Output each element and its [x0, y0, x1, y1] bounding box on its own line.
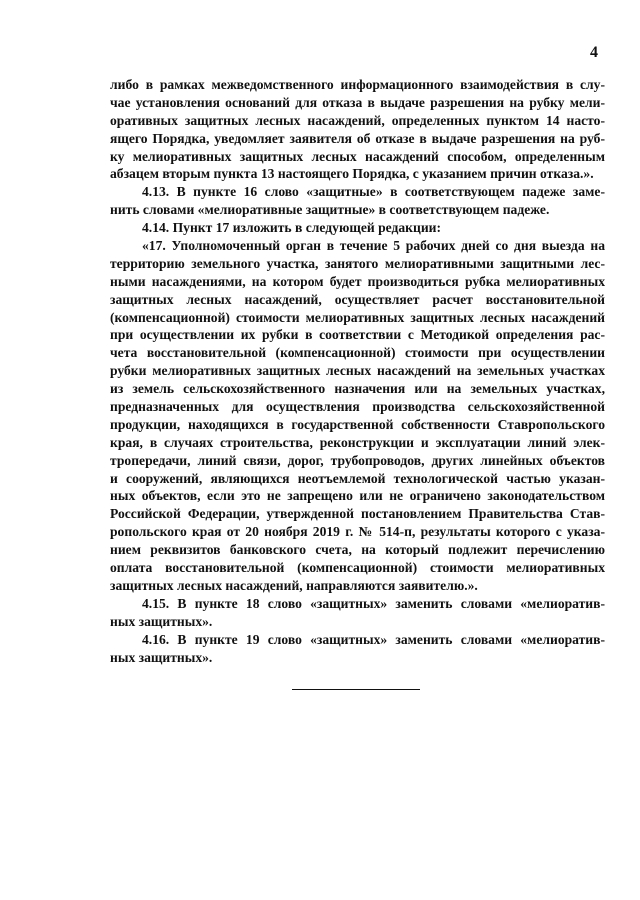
text-line: ящего Порядка, уведомляет заявителя об отказе в выдаче разрешения на руб- — [110, 130, 605, 146]
text-line: чае установления оснований для отказа в выдаче разрешения на рубку мели- — [110, 94, 605, 110]
text-line: чета восстановительной (компенсационной) стоимости при осуществлении — [110, 345, 605, 361]
text-line: «17. Уполномоченный орган в течение 5 рабочих дней со дня выезда на — [142, 238, 605, 254]
text-line: и сооружений, являющихся неотъемлемой технологической частью указан- — [110, 470, 605, 486]
text-line: нием реквизитов банковского счета, на который подлежит перечислению — [110, 542, 605, 558]
text-line: 4.14. Пункт 17 изложить в следующей редакции: — [142, 220, 442, 236]
text-line: ными насаждениями, на котором будет производиться рубка мелиоративных — [110, 273, 605, 289]
text-line: ропольского края от 20 ноября 2019 г. № 514-п, результаты которого с указа- — [110, 524, 605, 540]
text-line: либо в рамках межведомственного информационного взаимодействия в слу- — [110, 77, 605, 92]
text-line: 4.13. В пункте 16 слово «защитные» в соответствующем падеже заме- — [142, 184, 605, 200]
text-line: 4.16. В пункте 19 слово «защитных» заменить словами «мелиоратив- — [142, 631, 605, 647]
text-line: ных защитных». — [110, 613, 213, 629]
text-line: оплата восстановительной (компенсационной) стоимости мелиоративных — [110, 560, 605, 576]
text-line: абзацем вторым пункта 13 настоящего Порядка, с указанием причин отказа.». — [110, 166, 594, 182]
text-line: ных объектов, если это не запрещено или не ограничено законодательством — [110, 488, 605, 504]
text-line: при осуществлении их рубки в соответствии с Методикой определения рас- — [110, 327, 605, 343]
text-line: тропередачи, линий связи, дорог, трубопроводов, других линейных объектов — [110, 452, 605, 468]
page-number: 4 — [590, 44, 598, 61]
text-line: защитных лесных насаждений, осуществляет расчет восстановительной — [110, 291, 605, 307]
text-line: ных защитных». — [110, 649, 213, 665]
text-line: из земель сельскохозяйственного назначения или на земельных участках, — [110, 381, 605, 397]
text-line: территорию земельного участка, занятого мелиоративными защитными лес- — [110, 255, 605, 271]
text-line: защитных лесных насаждений, направляются заявителю.». — [110, 577, 478, 593]
end-divider-line — [292, 689, 420, 690]
text-line: продукции, находящихся в государственной собственности Ставропольского — [110, 416, 605, 432]
text-line: края, в случаях строительства, реконструкции и эксплуатации линий элек- — [110, 434, 605, 450]
text-line: предназначенных для осуществления производства сельскохозяйственной — [110, 399, 605, 415]
text-line: ку мелиоративных защитных лесных насаждений способом, определенным — [110, 148, 605, 164]
text-line: нить словами «мелиоративные защитные» в соответствующем падеже. — [110, 202, 550, 218]
document-body — [110, 76, 605, 666]
text-line: 4.15. В пункте 18 слово «защитных» заменить словами «мелиоратив- — [142, 595, 605, 611]
text-line: оративных защитных лесных насаждений, определенных пунктом 14 насто- — [110, 112, 605, 128]
text-line: (компенсационной) стоимости мелиоративных защитных лесных насаждений — [110, 309, 605, 325]
text-line: рубки мелиоративных защитных лесных насаждений на земельных участках — [110, 363, 605, 379]
text-line: Российской Федерации, утвержденной постановлением Правительства Став- — [110, 506, 605, 522]
